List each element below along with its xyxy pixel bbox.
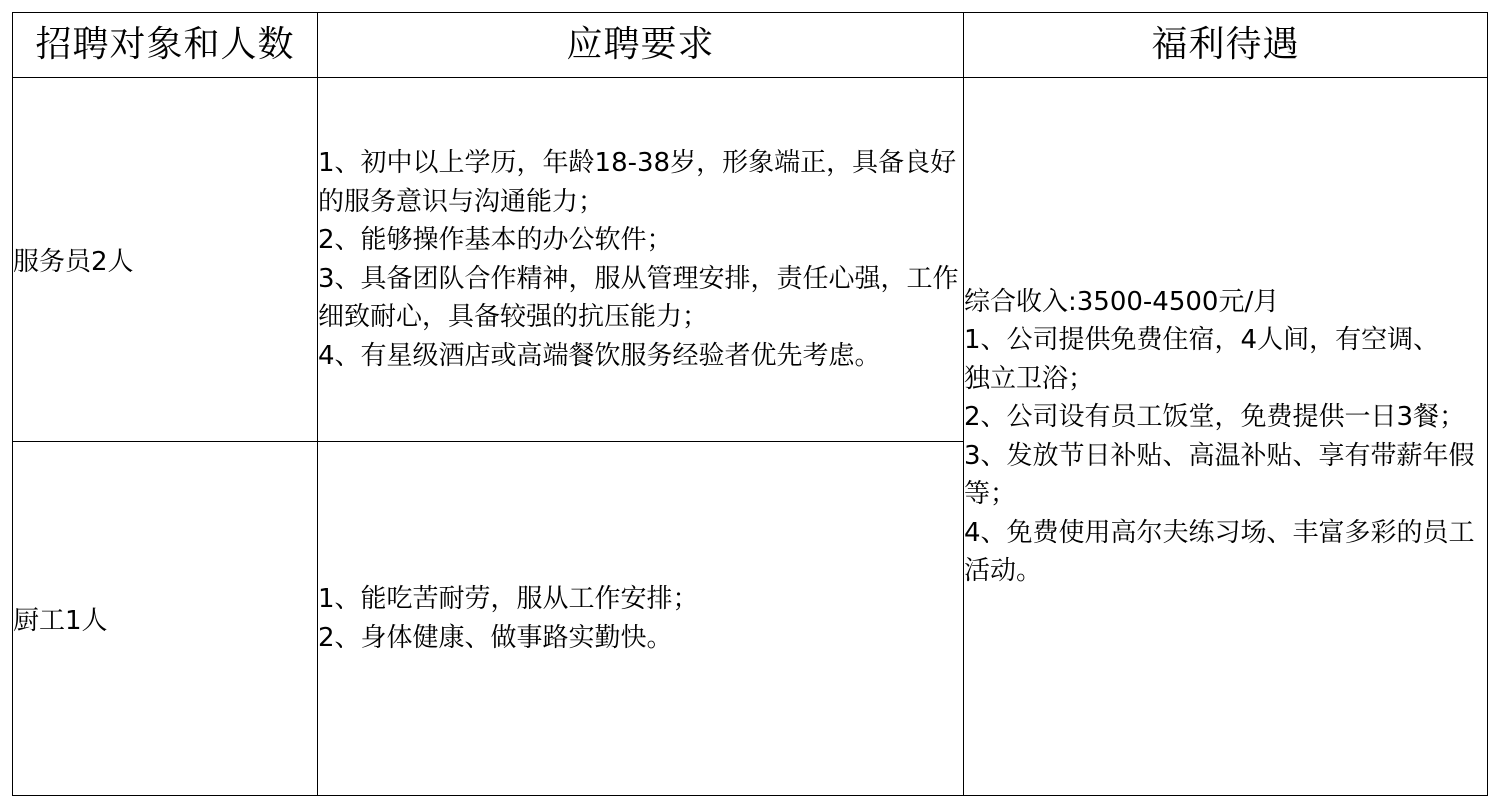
position-cell: 厨工1人: [13, 442, 318, 796]
benefit-item: 独立卫浴；: [964, 363, 1095, 394]
benefit-item: 1、公司提供免费住宿，4人间，有空调、: [964, 325, 1440, 355]
header-requirements: 应聘要求: [318, 13, 964, 78]
header-position-count: 招聘对象和人数: [13, 13, 318, 78]
requirements-cell: [318, 442, 964, 796]
recruitment-table: [12, 12, 1488, 796]
requirements-cell: [318, 78, 964, 442]
benefit-item: 4、免费使用高尔夫练习场、丰富多彩的员工活动。: [964, 517, 1475, 586]
benefit-item: 3、发放节日补贴、高温补贴、享有带薪年假等；: [964, 440, 1475, 509]
requirement-item: 3、具备团队合作精神，服从管理安排，责任心强，工作细致耐心，具备较强的抗压能力；: [318, 263, 959, 332]
position-cell: 服务员2人: [13, 78, 318, 442]
header-benefits: 福利待遇: [964, 13, 1488, 78]
benefit-item: 综合收入:3500-4500元/月: [964, 286, 1280, 317]
header-row: [13, 13, 1488, 78]
requirement-item: 2、身体健康、做事路实勤快。: [318, 622, 673, 653]
benefits-cell: [964, 78, 1488, 796]
benefit-item: 2、公司设有员工饭堂，免费提供一日3餐；: [964, 402, 1466, 432]
requirement-item: 1、能吃苦耐劳，服从工作安排；: [318, 584, 699, 614]
requirement-item: 4、有星级酒店或高端餐饮服务经验者优先考虑。: [318, 340, 881, 371]
requirement-item: 2、能够操作基本的办公软件；: [318, 225, 673, 255]
table-row: [13, 78, 1488, 442]
requirement-item: 1、初中以上学历，年龄18-38岁，形象端正，具备良好的服务意识与沟通能力；: [318, 148, 957, 217]
